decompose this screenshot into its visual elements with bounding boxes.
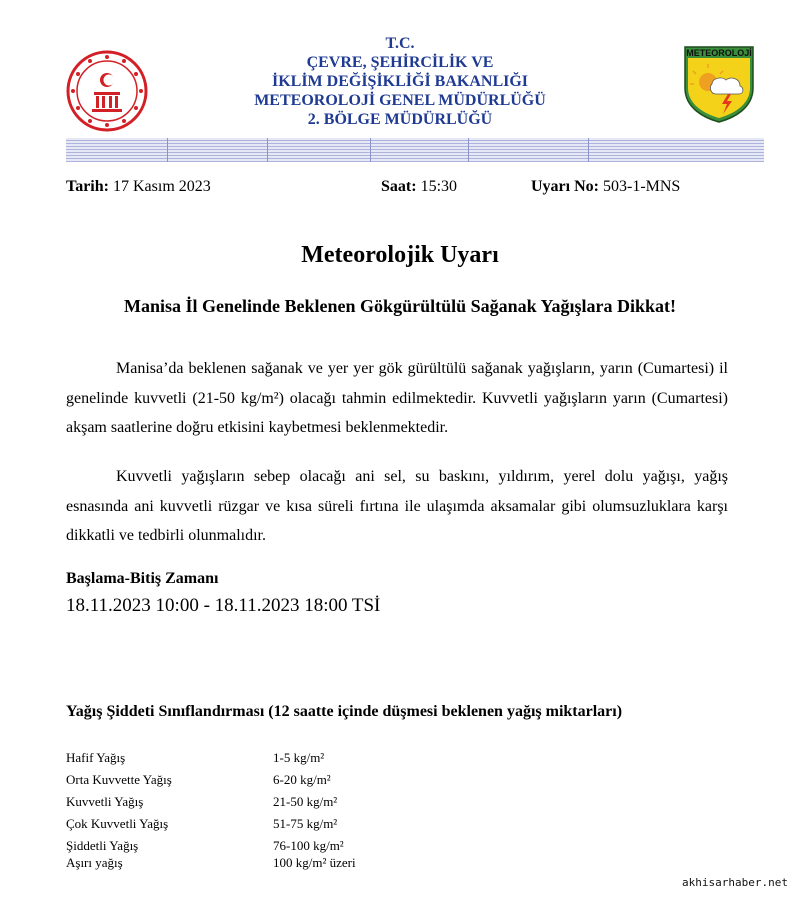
- rain-class-name: Kuvvetli Yağış: [66, 794, 144, 809]
- meteoroloji-shield-icon: [682, 44, 756, 124]
- organization-header: [200, 34, 600, 129]
- ministry-seal-icon: [66, 50, 148, 132]
- body-paragraph: Kuvvetli yağışların sebep olacağı ani sel, su baskını, yıldırım, yerel dolu yağışı, yağış esnasında ani kuvvetli rüzgar ve kısa süreli fırtına ile ulaşımda aksamalar gibi olumsuzluklara karşı dikkatli ve tedbirli olunmalıdır.: [66, 468, 728, 544]
- document-title: Meteorolojik Uyarı: [301, 242, 499, 268]
- document-subtitle: Manisa İl Genelinde Beklenen Gökgürültülü Sağanak Yağışlara Dikkat!: [124, 296, 676, 316]
- time-field: [381, 178, 457, 196]
- time-label: Saat:: [381, 178, 417, 195]
- warning-number-field: [531, 178, 680, 196]
- rain-class-value: 21-50 kg/m²: [273, 794, 338, 809]
- warning-number-value: 503-1-MNS: [602, 178, 681, 195]
- classification-heading: Yağış Şiddeti Sınıflandırması (12 saatte içinde düşmesi beklenen yağış miktarları): [66, 703, 623, 720]
- body-paragraph: Manisa’da beklenen sağanak ve yer yer gök gürültülü sağanak yağışların, yarın (Cumartesi) il genelinde kuvvetli (21-50 kg/m²) olacağı tahmin edilmektedir. Kuvvetli yağışların yarın (Cumartesi) akşam saatlerine doğru etkisini kaybetmesi beklenmektedir.: [66, 360, 728, 436]
- rain-class-name: Çok Kuvvetli Yağış: [66, 816, 169, 831]
- org-line: İKLİM DEĞİŞİKLİĞİ BAKANLIĞI: [271, 73, 529, 90]
- rain-class-name: Şiddetli Yağış: [66, 838, 139, 853]
- warning-number-label: Uyarı No:: [531, 178, 599, 195]
- period-value: 18.11.2023 10:00 - 18.11.2023 18:00 TSİ: [66, 595, 381, 616]
- shield-label: METEOROLOJİ: [686, 48, 752, 58]
- date-value: 17 Kasım 2023: [112, 178, 211, 195]
- rain-class-value: 100 kg/m² üzeri: [273, 855, 356, 870]
- org-line: METEOROLOJİ GENEL MÜDÜRLÜĞÜ: [254, 92, 546, 109]
- org-line: T.C.: [385, 35, 415, 52]
- rain-class-name: Aşırı yağış: [66, 855, 123, 870]
- org-line: 2. BÖLGE MÜDÜRLÜĞÜ: [307, 111, 493, 128]
- time-value: 15:30: [420, 178, 458, 195]
- header-divider-band: [66, 138, 764, 162]
- rain-class-value: 6-20 kg/m²: [273, 772, 331, 787]
- rain-class-name: Orta Kuvvette Yağış: [66, 772, 172, 787]
- rain-class-name: Hafif Yağış: [66, 750, 126, 765]
- site-watermark: akhisarhaber.net: [682, 876, 788, 889]
- rain-class-value: 76-100 kg/m²: [273, 838, 344, 853]
- date-field: [66, 178, 211, 196]
- period-label: Başlama-Bitiş Zamanı: [66, 570, 219, 587]
- rain-class-value: 51-75 kg/m²: [273, 816, 338, 831]
- date-label: Tarih:: [66, 178, 109, 195]
- rain-class-value: 1-5 kg/m²: [273, 750, 325, 765]
- org-line: ÇEVRE, ŞEHİRCİLİK VE: [306, 54, 494, 71]
